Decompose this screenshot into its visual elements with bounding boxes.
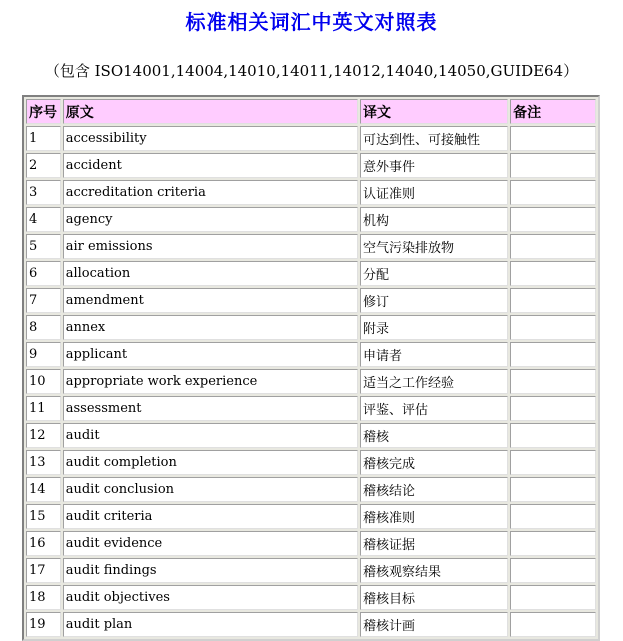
header-original: 原文 xyxy=(63,99,358,124)
cell-index: 11 xyxy=(26,396,61,421)
cell-original: air emissions xyxy=(63,234,358,259)
cell-remarks xyxy=(510,612,596,637)
cell-remarks xyxy=(510,396,596,421)
cell-remarks xyxy=(510,234,596,259)
table-row xyxy=(26,396,596,421)
cell-translation: 认证准则 xyxy=(360,180,508,205)
table-header-row xyxy=(26,99,596,124)
cell-index: 8 xyxy=(26,315,61,340)
table-row xyxy=(26,531,596,556)
cell-remarks xyxy=(510,153,596,178)
cell-original: appropriate work experience xyxy=(63,369,358,394)
glossary-table xyxy=(22,95,600,641)
table-row xyxy=(26,180,596,205)
cell-translation: 稽核目标 xyxy=(360,585,508,610)
cell-index: 12 xyxy=(26,423,61,448)
glossary-table-container xyxy=(22,95,600,641)
cell-index: 2 xyxy=(26,153,61,178)
cell-translation: 稽核结论 xyxy=(360,477,508,502)
cell-remarks xyxy=(510,504,596,529)
cell-remarks xyxy=(510,288,596,313)
table-row xyxy=(26,369,596,394)
cell-remarks xyxy=(510,423,596,448)
cell-translation: 空气污染排放物 xyxy=(360,234,508,259)
cell-index: 14 xyxy=(26,477,61,502)
cell-remarks xyxy=(510,477,596,502)
cell-original: applicant xyxy=(63,342,358,367)
cell-index: 13 xyxy=(26,450,61,475)
cell-remarks xyxy=(510,126,596,151)
header-translation: 译文 xyxy=(360,99,508,124)
cell-index: 6 xyxy=(26,261,61,286)
cell-original: audit objectives xyxy=(63,585,358,610)
cell-index: 16 xyxy=(26,531,61,556)
cell-index: 15 xyxy=(26,504,61,529)
cell-original: audit plan xyxy=(63,612,358,637)
cell-translation: 稽核准则 xyxy=(360,504,508,529)
cell-translation: 意外事件 xyxy=(360,153,508,178)
cell-index: 18 xyxy=(26,585,61,610)
cell-translation: 评鉴、评估 xyxy=(360,396,508,421)
cell-remarks xyxy=(510,342,596,367)
cell-index: 7 xyxy=(26,288,61,313)
cell-translation: 修订 xyxy=(360,288,508,313)
cell-original: audit xyxy=(63,423,358,448)
cell-index: 10 xyxy=(26,369,61,394)
cell-remarks xyxy=(510,207,596,232)
table-row xyxy=(26,315,596,340)
cell-translation: 稽核证据 xyxy=(360,531,508,556)
table-row xyxy=(26,207,596,232)
cell-remarks xyxy=(510,315,596,340)
table-row xyxy=(26,504,596,529)
cell-index: 1 xyxy=(26,126,61,151)
table-row xyxy=(26,261,596,286)
table-row xyxy=(26,234,596,259)
cell-translation: 附录 xyxy=(360,315,508,340)
cell-index: 9 xyxy=(26,342,61,367)
table-row xyxy=(26,288,596,313)
cell-remarks xyxy=(510,585,596,610)
cell-original: annex xyxy=(63,315,358,340)
cell-index: 5 xyxy=(26,234,61,259)
header-index: 序号 xyxy=(26,99,61,124)
table-row xyxy=(26,558,596,583)
cell-index: 17 xyxy=(26,558,61,583)
cell-translation: 申请者 xyxy=(360,342,508,367)
cell-index: 19 xyxy=(26,612,61,637)
cell-original: audit criteria xyxy=(63,504,358,529)
cell-remarks xyxy=(510,531,596,556)
cell-original: assessment xyxy=(63,396,358,421)
cell-index: 4 xyxy=(26,207,61,232)
cell-original: accessibility xyxy=(63,126,358,151)
table-row xyxy=(26,423,596,448)
cell-translation: 分配 xyxy=(360,261,508,286)
table-row xyxy=(26,126,596,151)
cell-original: accreditation criteria xyxy=(63,180,358,205)
table-row xyxy=(26,153,596,178)
table-row xyxy=(26,450,596,475)
cell-original: agency xyxy=(63,207,358,232)
cell-remarks xyxy=(510,261,596,286)
cell-remarks xyxy=(510,450,596,475)
cell-original: audit findings xyxy=(63,558,358,583)
page-title: 标准相关词汇中英文对照表 xyxy=(185,10,438,34)
cell-remarks xyxy=(510,369,596,394)
table-row xyxy=(26,585,596,610)
cell-translation: 稽核观察结果 xyxy=(360,558,508,583)
table-row xyxy=(26,477,596,502)
cell-translation: 稽核完成 xyxy=(360,450,508,475)
cell-original: accident xyxy=(63,153,358,178)
cell-translation: 稽核 xyxy=(360,423,508,448)
cell-index: 3 xyxy=(26,180,61,205)
cell-remarks xyxy=(510,180,596,205)
page-subtitle: （包含 ISO14001,14004,14010,14011,14012,14040,14050,GUIDE64） xyxy=(44,62,579,80)
table-row xyxy=(26,612,596,637)
cell-original: audit completion xyxy=(63,450,358,475)
table-row xyxy=(26,342,596,367)
cell-original: amendment xyxy=(63,288,358,313)
cell-original: allocation xyxy=(63,261,358,286)
cell-translation: 机构 xyxy=(360,207,508,232)
cell-translation: 适当之工作经验 xyxy=(360,369,508,394)
cell-translation: 可达到性、可接触性 xyxy=(360,126,508,151)
header-remarks: 备注 xyxy=(510,99,596,124)
cell-original: audit evidence xyxy=(63,531,358,556)
cell-original: audit conclusion xyxy=(63,477,358,502)
cell-remarks xyxy=(510,558,596,583)
cell-translation: 稽核计画 xyxy=(360,612,508,637)
